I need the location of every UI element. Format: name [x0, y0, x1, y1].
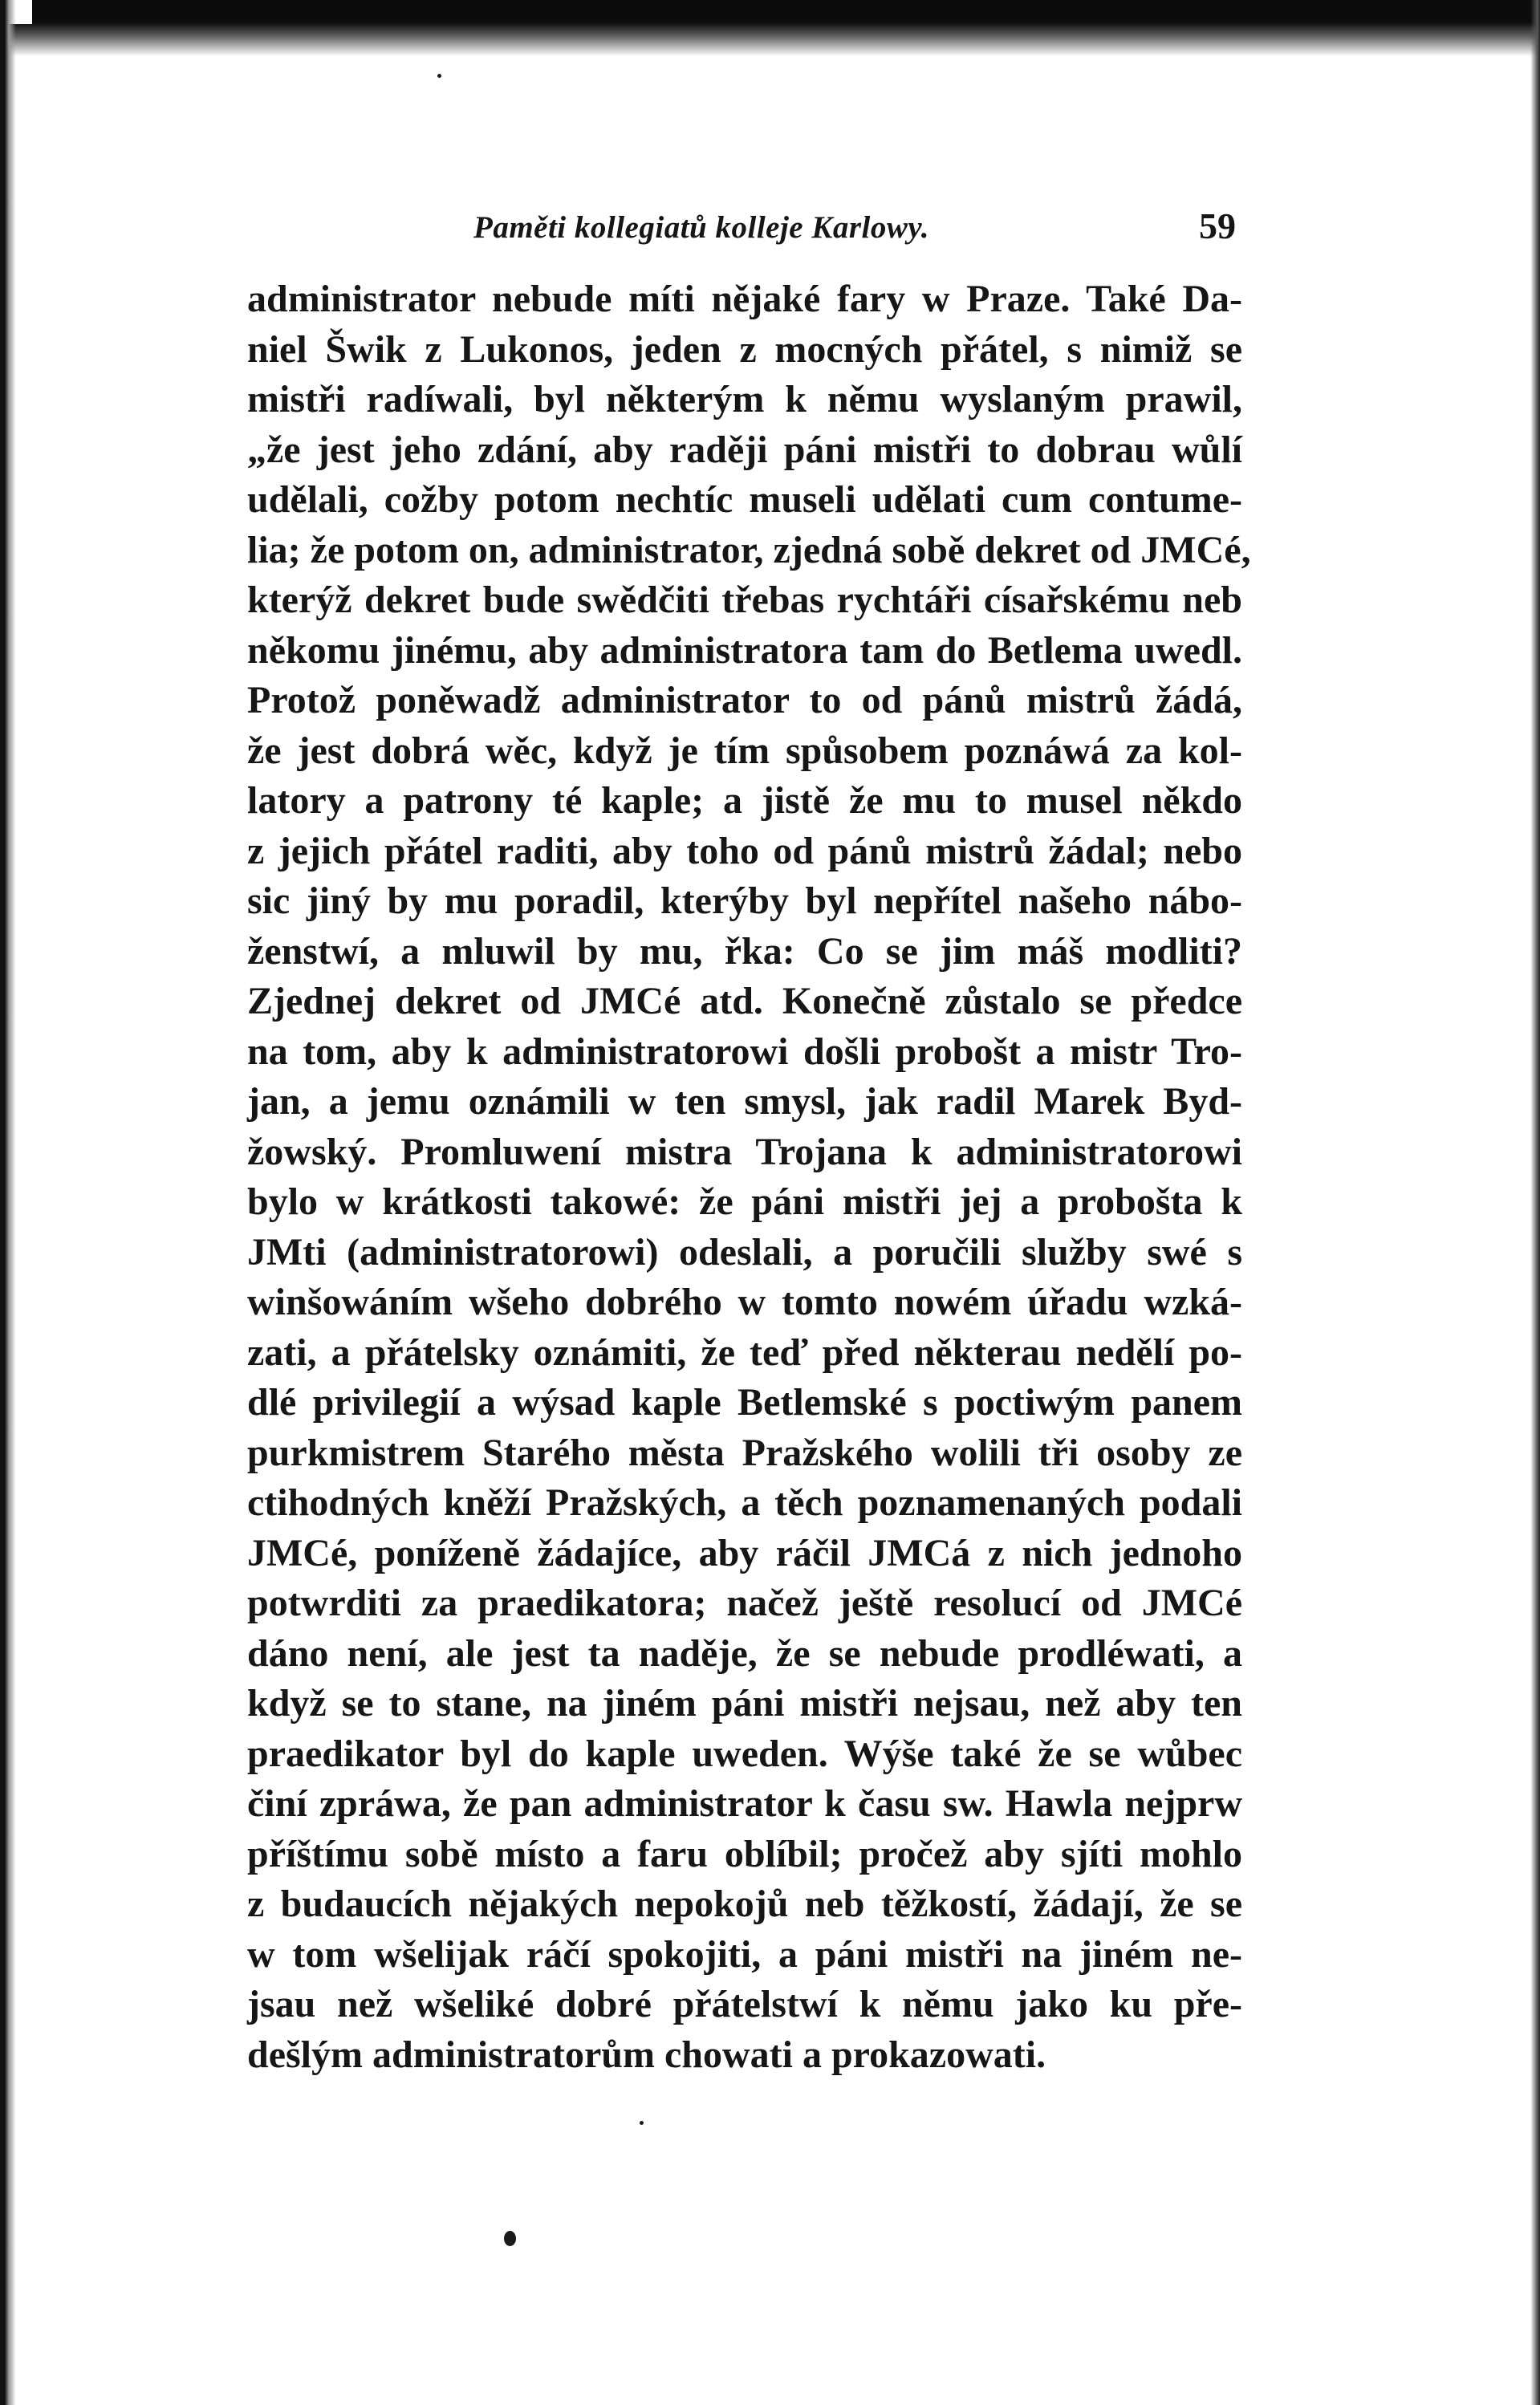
text-line: někomu jinému, aby administratora tam do Betlema uwedl. [247, 628, 1242, 672]
running-title: Paměti kollegiatů kolleje Karlowy. [473, 210, 930, 245]
text-line: „že jest jeho zdání, aby raději páni mistři to dobrau wůlí [247, 428, 1242, 471]
text-line: z budaucích nějakých nepokojů neb těžkostí, žádají, že se [247, 1883, 1242, 1925]
text-line: kterýž dekret bude swědčiti třebas rychtáři císařskému neb [247, 579, 1242, 621]
text-line: jan, a jemu oznámili w ten smysl, jak radil Marek Byd- [247, 1080, 1242, 1123]
text-line: praedikator byl do kaple uweden. Wýše také že se wůbec [247, 1732, 1242, 1775]
ink-speck [437, 74, 441, 78]
text-line: když se to stane, na jiném páni mistři nejsau, než aby ten [247, 1682, 1242, 1725]
scan-border-left [0, 0, 16, 2405]
text-line: JMCé, poníženě žádajíce, aby ráčil JMCá z nich jednoho [247, 1531, 1242, 1574]
page-number: 59 [1199, 205, 1236, 246]
text-line: Protož poněwadž administrator to od pánů mistrů žádá, [247, 679, 1242, 721]
text-line: dáno není, ale jest ta naděje, že se nebude prodléwati, a [247, 1631, 1242, 1675]
text-line: purkmistrem Starého města Pražského wolili tři osoby ze [247, 1431, 1242, 1474]
text-line: že jest dobrá wěc, když je tím spůsobem poznáwá za kol- [247, 729, 1242, 772]
text-line: sic jiný by mu poradil, kterýby byl nepřítel našeho nábo- [247, 880, 1242, 922]
text-line: z jejich přátel raditi, aby toho od pánů mistrů žádal; nebo [247, 829, 1242, 872]
text-line: mistři radíwali, byl některým k němu wyslaným prawil, [247, 378, 1242, 420]
text-line: na tom, aby k administratorowi došli probošt a mistr Tro- [247, 1030, 1242, 1073]
text-line: činí zpráwa, že pan administrator k času sw. Hawla nejprw [247, 1782, 1242, 1825]
text-line: ctihodných kněží Pražských, a těch poznamenaných podali [247, 1481, 1242, 1524]
text-line: ženstwí, a mluwil by mu, řka: Co se jim máš modliti? [247, 929, 1242, 973]
text-line: administrator nebude míti nějaké fary w Praze. Také Da- [247, 278, 1242, 320]
body-text [247, 274, 1251, 2080]
text-line: Zjednej dekret od JMCé atd. Konečně zůstalo se předce [247, 980, 1242, 1022]
text-line: zati, a přátelsky oznámiti, že teď před některau nedělí po- [247, 1330, 1242, 1374]
ink-speck [504, 2231, 516, 2246]
text-line: JMti (administratorowi) odeslali, a poručili služby swé s [247, 1230, 1242, 1274]
text-line: winšowáním wšeho dobrého w tomto nowém úřadu wzká- [247, 1281, 1242, 1323]
text-line: niel Šwik z Lukonos, jeden z mocných přátel, s nimiž se [247, 327, 1242, 371]
text-line: bylo w krátkosti takowé: že páni mistři jej a probošta k [247, 1180, 1242, 1223]
text-line: žowský. Promluwení mistra Trojana k administratorowi [247, 1130, 1242, 1173]
text-line: jsau než wšeliké dobré přátelstwí k němu jako ku pře- [247, 1983, 1242, 2025]
text-line: lia; že potom on, administrator, zjedná sobě dekret od JMCé, [247, 528, 1251, 571]
text-line: potwrditi za praedikatora; načež ještě resolucí od JMCé [247, 1582, 1242, 1624]
text-line: latory a patrony té kaple; a jistě že mu to musel někdo [247, 779, 1242, 822]
text-line: dešlým administratorům chowati a prokazowati. [247, 2033, 1046, 2076]
text-line: dlé privilegií a wýsad kaple Betlemské s poctiwým panem [247, 1381, 1242, 1424]
scan-border-right [1530, 0, 1540, 2405]
scan-border-top [0, 0, 1540, 56]
text-line: w tom wšelijak ráčí spokojiti, a páni mistři na jiném ne- [247, 1932, 1242, 1976]
page-header [473, 205, 1236, 253]
ink-speck [640, 2121, 644, 2125]
text-line: udělali, cožby potom nechtíc museli udělati cum contume- [247, 478, 1242, 521]
text-line: příštímu sobě místo a faru oblíbil; pročež aby sjíti mohlo [247, 1832, 1242, 1875]
